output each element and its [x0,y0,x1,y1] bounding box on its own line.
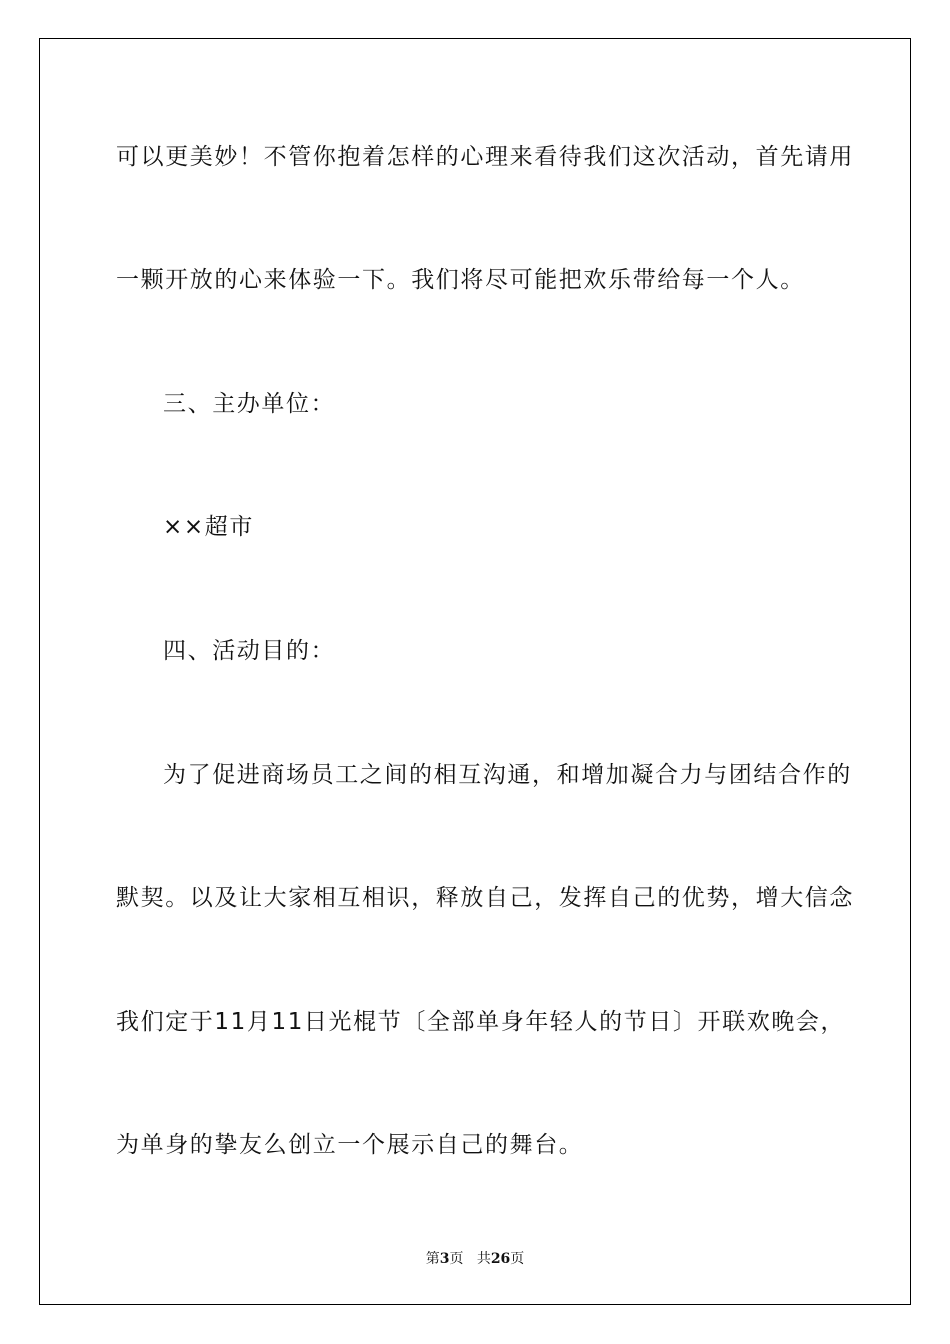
footer-total-prefix: 共 [476,1251,491,1267]
footer-page-prefix: 第 [425,1251,440,1267]
page-footer [0,1248,950,1268]
section-heading-purpose: 四、活动目的： [163,638,336,664]
body-line-1: 可以更美妙！不管你抱着怎样的心理来看待我们这次活动，首先请用 [116,144,854,170]
body-line-8: 我们定于11月11日光棍节〔全部单身年轻人的节日〕开联欢晚会， [116,1009,846,1035]
body-line-6: 为了促进商场员工之间的相互沟通，和增加凝合力与团结合作的 [163,762,852,788]
body-line-7: 默契。以及让大家相互相识，释放自己，发挥自己的优势，增大信念 [116,885,854,911]
footer-page-suffix: 页 [449,1251,464,1267]
section-heading-organizer: 三、主办单位： [163,391,336,417]
body-line-2: 一颗开放的心来体验一下。我们将尽可能把欢乐带给每一个人。 [116,267,805,293]
footer-page-number: 3 [439,1251,450,1267]
organizer-name: ××超市 [163,514,254,540]
page-border [39,38,911,1305]
footer-total-suffix: 页 [510,1251,525,1267]
body-line-9: 为单身的挚友么创立一个展示自己的舞台。 [116,1132,584,1158]
footer-total-number: 26 [490,1251,511,1267]
